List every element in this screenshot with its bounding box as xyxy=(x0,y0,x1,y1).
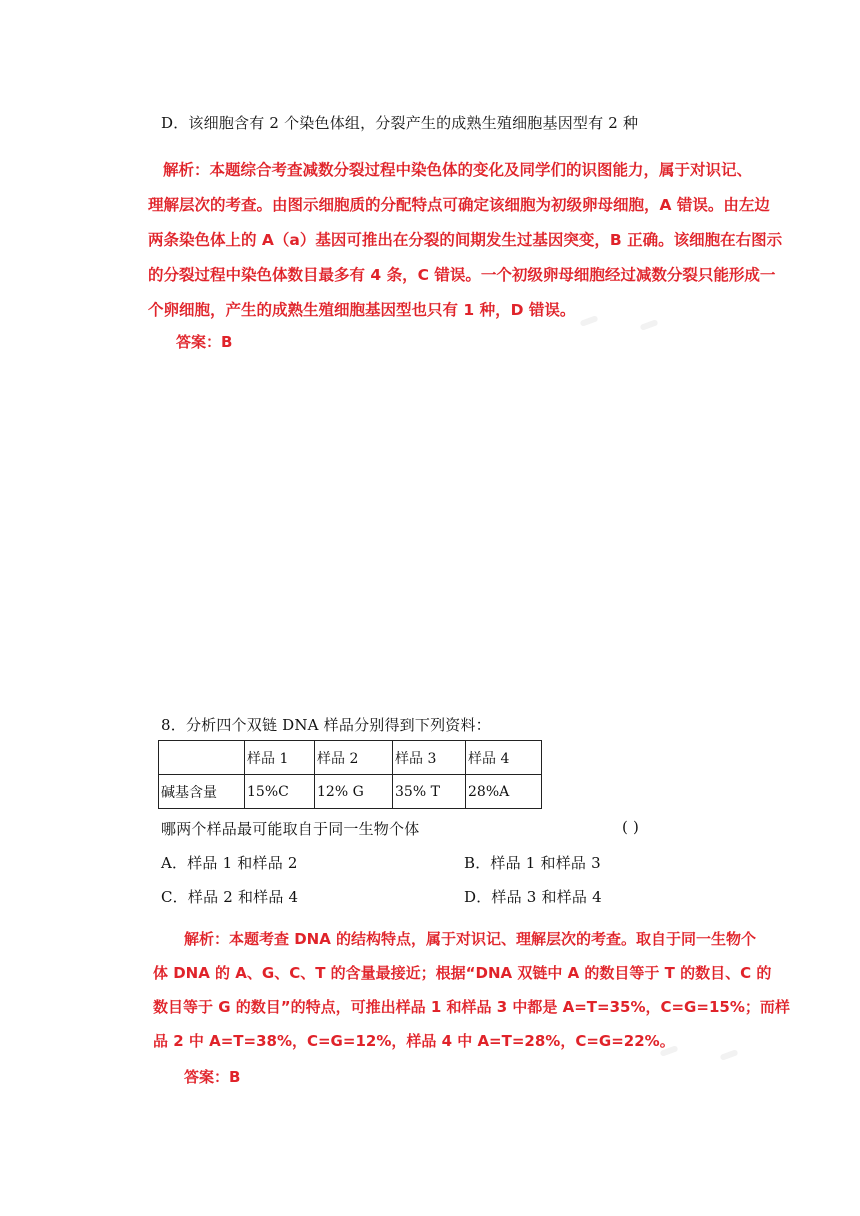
q7-analysis-line-5: 个卵细胞，产生的成熟生殖细胞基因型也只有 1 种，D 错误。 xyxy=(148,301,576,319)
table-header-cell xyxy=(159,741,245,775)
sample-table xyxy=(158,740,542,809)
table-header-cell: 样品 2 xyxy=(315,741,393,775)
q7-analysis-line-4: 的分裂过程中染色体数目最多有 4 条，C 错误。一个初级卵母细胞经过减数分裂只能形成一 xyxy=(148,266,776,284)
table-cell: 28%A xyxy=(466,775,542,809)
table-row xyxy=(159,775,542,809)
q8-analysis-line-4: 品 2 中 A=T=38%，C=G=12%，样品 4 中 A=T=28%，C=G=22%。 xyxy=(153,1032,675,1050)
q8-analysis-line-1: 解析：本题考查 DNA 的结构特点，属于对识记、理解层次的考查。取自于同一生物个 xyxy=(184,930,757,948)
table-header-cell: 样品 4 xyxy=(466,741,542,775)
q8-analysis-line-2: 体 DNA 的 A、G、C、T 的含量最接近；根据“DNA 双链中 A 的数目等于 T 的数目、C 的 xyxy=(153,964,772,982)
q7-analysis-line-3: 两条染色体上的 A（a）基因可推出在分裂的间期发生过基因突变，B 正确。该细胞在右图示 xyxy=(148,231,783,249)
table-header-cell: 样品 3 xyxy=(393,741,466,775)
q8-answer-paren: ( ) xyxy=(622,818,640,836)
q8-stem: 8．分析四个双链 DNA 样品分别得到下列资料： xyxy=(161,716,491,734)
q8-option-b: B．样品 1 和样品 3 xyxy=(464,854,601,872)
q7-answer: 答案：B xyxy=(176,333,233,351)
q8-question: 哪两个样品最可能取自于同一生物个体 xyxy=(161,820,420,838)
q7-analysis-line-1: 解析：本题综合考查减数分裂过程中染色体的变化及同学们的识图能力，属于对识记、 xyxy=(163,161,753,179)
q8-option-d: D．样品 3 和样品 4 xyxy=(464,888,602,906)
table-header-cell: 样品 1 xyxy=(245,741,315,775)
q8-option-c: C．样品 2 和样品 4 xyxy=(161,888,299,906)
watermark-mark xyxy=(640,319,659,331)
table-cell: 12% G xyxy=(315,775,393,809)
table-cell: 15%C xyxy=(245,775,315,809)
watermark-mark xyxy=(580,315,599,327)
q8-answer: 答案：B xyxy=(184,1068,241,1086)
table-header-row xyxy=(159,741,542,775)
table-row-label: 碱基含量 xyxy=(159,775,245,809)
table-cell: 35% T xyxy=(393,775,466,809)
q7-option-d: D．该细胞含有 2 个染色体组，分裂产生的成熟生殖细胞基因型有 2 种 xyxy=(161,114,639,132)
q8-analysis-line-3: 数目等于 G 的数目”的特点，可推出样品 1 和样品 3 中都是 A=T=35%，C=G=15%；而样 xyxy=(153,998,790,1016)
watermark-mark xyxy=(720,1049,739,1061)
q8-option-a: A．样品 1 和样品 2 xyxy=(161,854,298,872)
q7-analysis-line-2: 理解层次的考查。由图示细胞质的分配特点可确定该细胞为初级卵母细胞，A 错误。由左边 xyxy=(148,196,770,214)
